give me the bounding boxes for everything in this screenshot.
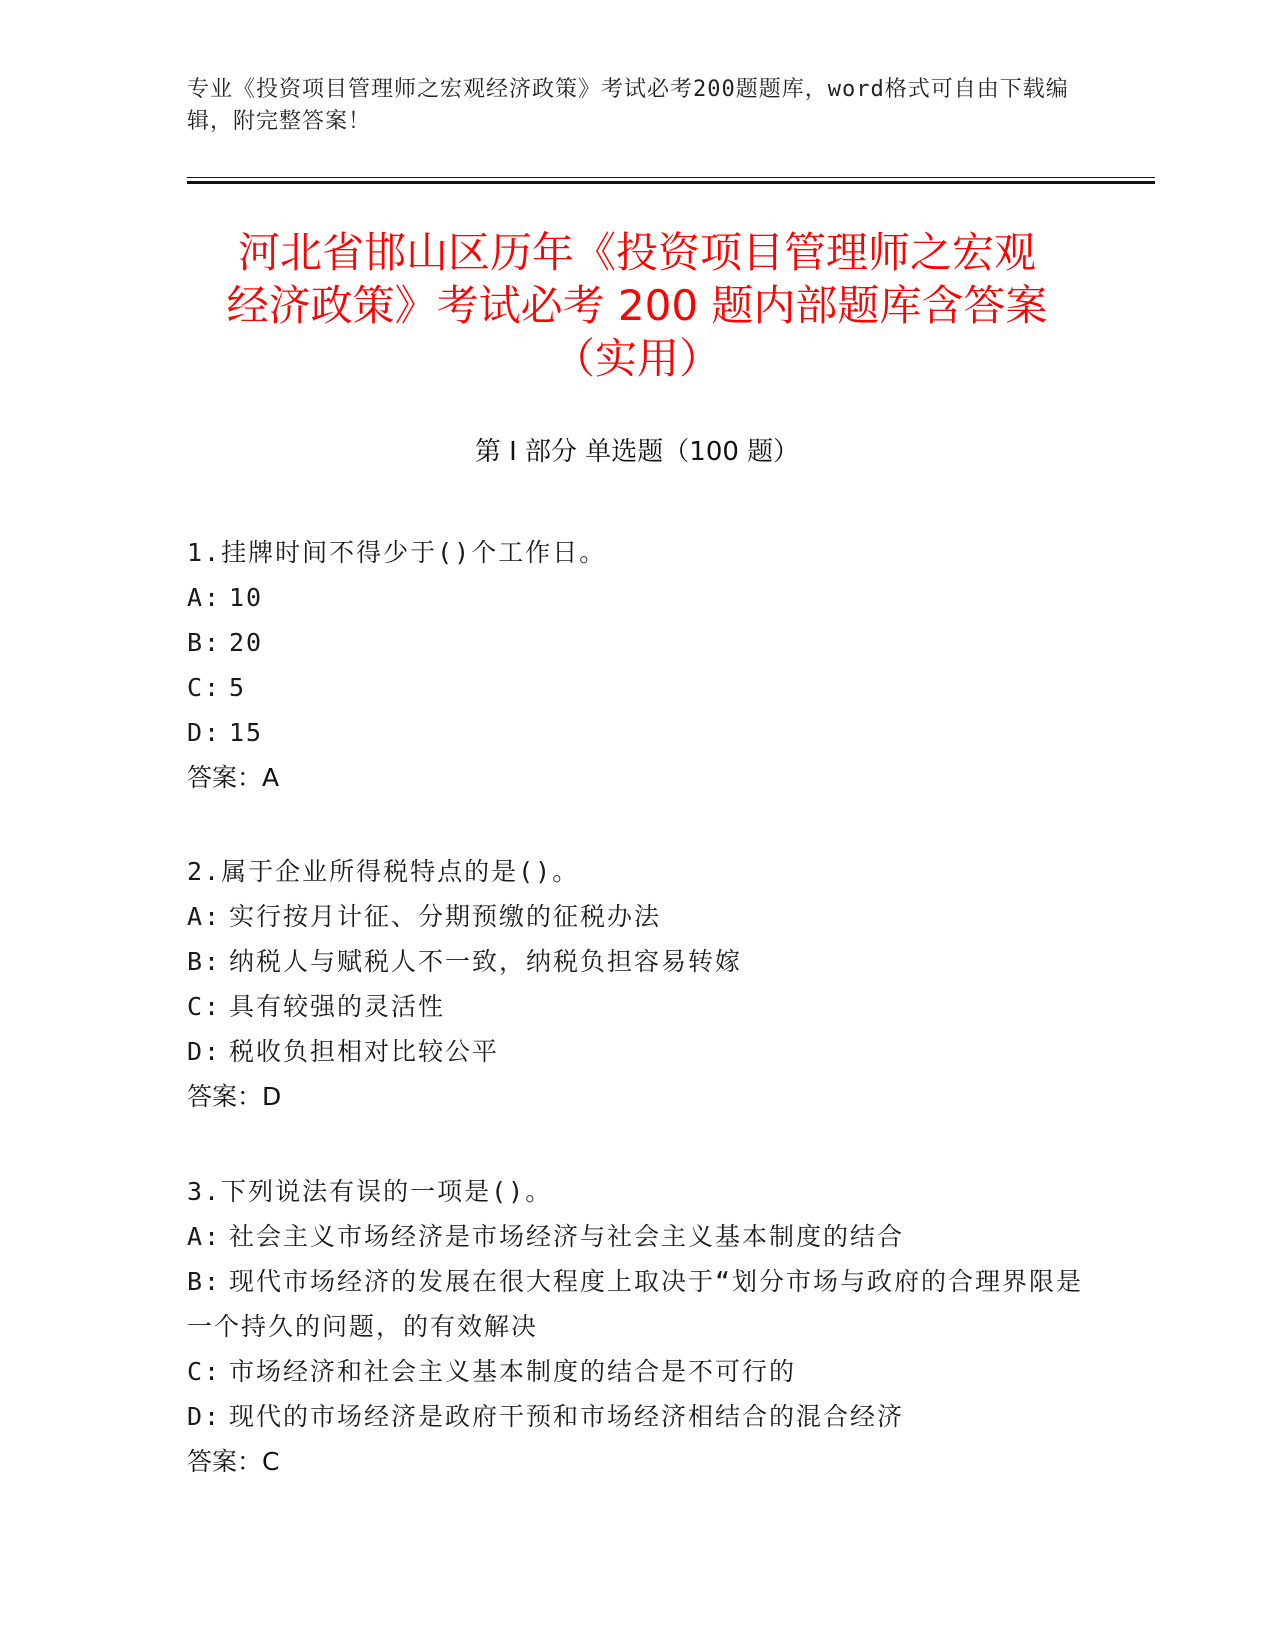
- option-a: [187, 894, 1087, 939]
- option-text: 纳税人与赋税人不一致，纳税负担容易转嫁: [229, 947, 743, 976]
- option-key: C:: [187, 673, 222, 702]
- option-key: D:: [187, 1037, 222, 1066]
- answer-line: [187, 1074, 1087, 1119]
- option-text: 10: [229, 583, 264, 612]
- option-d: [187, 1029, 1087, 1074]
- option-text: 20: [229, 628, 264, 657]
- answer-line: [187, 1439, 1087, 1484]
- header-divider-thick: [187, 181, 1155, 184]
- option-key: A:: [187, 902, 222, 931]
- question-stem: 2.属于企业所得税特点的是()。: [187, 857, 580, 886]
- option-b: [187, 939, 1087, 984]
- option-text: 社会主义市场经济是市场经济与社会主义基本制度的结合: [229, 1222, 905, 1251]
- option-text: 现代的市场经济是政府干预和市场经济相结合的混合经济: [229, 1402, 905, 1431]
- option-text: 税收负担相对比较公平: [229, 1037, 500, 1066]
- question-stem: 3.下列说法有误的一项是()。: [187, 1177, 553, 1206]
- option-key: A:: [187, 583, 222, 612]
- question-2: [187, 849, 1087, 1119]
- option-key: C:: [187, 1357, 222, 1386]
- option-d: [187, 1394, 1087, 1439]
- option-key: B:: [187, 947, 222, 976]
- answer-value: D: [262, 1082, 282, 1111]
- answer-label: 答案：: [187, 1082, 263, 1111]
- option-c: [187, 665, 1087, 710]
- option-d: [187, 710, 1087, 755]
- question-stem: 1.挂牌时间不得少于()个工作日。: [187, 538, 607, 567]
- option-key: B:: [187, 628, 222, 657]
- option-text: 实行按月计征、分期预缴的征税办法: [229, 902, 662, 931]
- option-a: [187, 575, 1087, 620]
- header-note: 专业《投资项目管理师之宏观经济政策》考试必考200题题库，word格式可自由下载编辑，附完整答案！: [187, 77, 1069, 134]
- title-line-2: 经济政策》考试必考 200 题内部题库含答案: [226, 281, 1048, 330]
- title-line-3: （实用）: [552, 334, 721, 383]
- answer-value: A: [262, 763, 280, 792]
- answer-label: 答案：: [187, 763, 263, 792]
- answer-value: C: [262, 1447, 280, 1476]
- question-1: [187, 530, 1087, 800]
- option-text: 现代市场经济的发展在很大程度上取决于“划分市场与政府的合理界限是一个持久的问题，的有效解决: [187, 1267, 1084, 1341]
- option-a: [187, 1214, 1087, 1259]
- document-title: [187, 226, 1087, 385]
- option-key: D:: [187, 718, 222, 747]
- option-c: [187, 984, 1087, 1029]
- answer-label: 答案：: [187, 1447, 263, 1476]
- option-key: D:: [187, 1402, 222, 1431]
- option-key: A:: [187, 1222, 222, 1251]
- question-3: [187, 1169, 1087, 1484]
- option-c: [187, 1349, 1087, 1394]
- option-b: [187, 620, 1087, 665]
- option-text: 市场经济和社会主义基本制度的结合是不可行的: [229, 1357, 797, 1386]
- header-divider-thin: [187, 177, 1155, 178]
- section-title: 第 I 部分 单选题（100 题）: [474, 437, 800, 467]
- option-key: C:: [187, 992, 222, 1021]
- option-text: 5: [229, 673, 247, 702]
- option-text: 具有较强的灵活性: [229, 992, 446, 1021]
- title-line-1: 河北省邯山区历年《投资项目管理师之宏观: [237, 228, 1036, 277]
- answer-line: [187, 755, 1087, 800]
- option-b: [187, 1259, 1087, 1349]
- option-text: 15: [229, 718, 264, 747]
- option-key: B:: [187, 1267, 222, 1296]
